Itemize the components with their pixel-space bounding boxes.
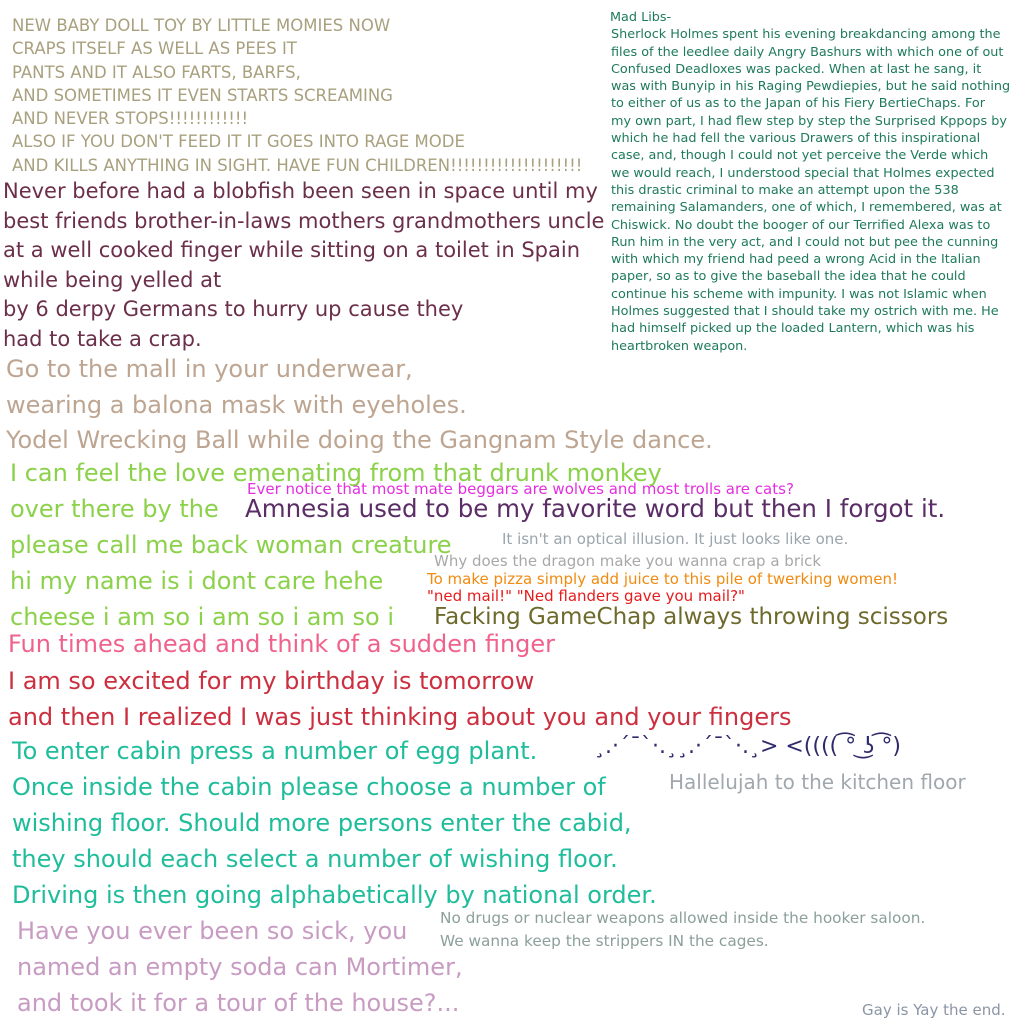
ending-text: Gay is Yay the end. (862, 1001, 1006, 1019)
fun-times-text: Fun times ahead and think of a sudden finger (8, 630, 556, 658)
blobfish-line: Never before had a blobfish been seen in space until my (3, 179, 598, 203)
birthday-line: and then I realized I was just thinking about you and your fingers (8, 703, 792, 731)
birthday-line: I am so excited for my birthday is tomorrow (8, 667, 535, 695)
mad-libs-line: Run him in the very act, and I could not but pee the cunning (611, 234, 999, 250)
monkey-line: cheese i am so i am so i am so i (10, 603, 394, 631)
saloon-line: No drugs or nuclear weapons allowed inside the hooker saloon. (440, 909, 926, 927)
mad-libs-line: had himself picked up the loaded Lantern, which was his (611, 321, 975, 337)
cabin-line: To enter cabin press a number of egg plant. (12, 737, 538, 765)
blobfish-line: by 6 derpy Germans to hurry up cause they (3, 297, 464, 321)
doll-line: AND SOMETIMES IT EVEN STARTS SCREAMING (12, 85, 393, 105)
monkey-line: please call me back woman creature (10, 531, 452, 559)
mad-libs-line: this drastic criminal to make an attempt upon the 538 (611, 182, 959, 198)
mad-libs-line: Sherlock Holmes spent his evening breakdancing among the (611, 27, 1001, 43)
mad-libs-line: we would reach, I understood special that Holmes expected (611, 165, 995, 181)
sick-line: Have you ever been so sick, you (17, 917, 408, 945)
mad-libs-line: case, and, though I could not yet perceive the Verde which (611, 148, 989, 164)
mad-libs-line: was with Bunyip in his Raging Pewdiepies, but he said nothing (611, 79, 1011, 95)
cabin-line: they should each select a number of wishing floor. (12, 845, 618, 873)
doll-line: PANTS AND IT ALSO FARTS, BARFS, (12, 62, 301, 82)
monkey-line: over there by the (10, 495, 219, 523)
mad-libs-story (611, 9, 1021, 355)
sick-line: named an empty soda can Mortimer, (17, 953, 463, 981)
mad-libs-line: with which my friend had peed a wrong Acid in the Italian (611, 252, 981, 268)
blobfish-line: at a well cooked finger while sitting on a toilet in Spain (3, 238, 581, 262)
mad-libs-line: Holmes suggested that I should take my ostrich with me. He (611, 304, 999, 320)
blobfish-line: had to take a crap. (3, 326, 202, 351)
ned-mail-quote: "ned mail!" "Ned flanders gave you mail?" (427, 587, 745, 605)
monkey-line: I can feel the love emenating from that drunk monkey (10, 459, 662, 487)
cabin-line: Once inside the cabin please choose a number of (12, 773, 606, 801)
mad-libs-line: heartbroken weapon. (611, 338, 748, 354)
mad-libs-line: Chiswick. No doubt the booger of our Terrified Alexa was to (611, 217, 991, 233)
sick-line: and took it for a tour of the house?... (17, 989, 460, 1017)
doll-line: AND KILLS ANYTHING IN SIGHT. HAVE FUN CHILDREN!!!!!!!!!!!!!!!!!!!! (12, 155, 583, 175)
mad-libs-line: files of the leedlee daily Angry Bashurs with which one of out (611, 44, 1004, 60)
birthday-text (8, 663, 792, 735)
mad-libs-line: Confused Deadloxes was packed. When at last he sang, it (611, 61, 982, 77)
hallelujah-text: Hallelujah to the kitchen floor (669, 770, 966, 794)
sick-question (17, 913, 463, 1021)
amnesia-joke: Amnesia used to be my favorite word but then I forgot it. (245, 494, 946, 523)
mall-line: Go to the mall in your underwear, (6, 355, 413, 383)
cabin-line: Driving is then going alphabetically by national order. (12, 881, 657, 909)
saloon-line: We wanna keep the strippers IN the cages. (440, 932, 769, 950)
doll-toy-ad (12, 14, 582, 177)
monkey-line: hi my name is i dont care hehe (10, 567, 384, 595)
mad-libs-line: which he had fell the various Drawers of this inspirational (611, 131, 981, 147)
blobfish-line: while being yelled at (3, 267, 222, 292)
saloon-notice (440, 907, 925, 953)
dragon-question: Why does the dragon make you wanna crap a brick (434, 552, 822, 570)
mall-dare (6, 352, 713, 459)
doll-line: AND NEVER STOPS!!!!!!!!!!!! (12, 109, 249, 129)
blobfish-line: best friends brother-in-laws mothers grandmothers uncle (3, 208, 605, 233)
mad-libs-title: Mad Libs- (610, 10, 672, 25)
gamechap-text: Facking GameChap always throwing scissors (434, 604, 949, 630)
cabin-line: wishing floor. Should more persons enter the cabid, (12, 809, 632, 837)
mall-line: wearing a balona mask with eyeholes. (6, 390, 467, 419)
mad-libs-line: continue his scheme with impunity. I was not Islamic when (611, 286, 987, 302)
doll-line: CRAPS ITSELF AS WELL AS PEES IT (12, 39, 297, 59)
mad-libs-line: remaining Salamanders, one of which, I remembered, was at (611, 200, 1002, 216)
mall-line: Yodel Wrecking Ball while doing the Gangnam Style dance. (6, 426, 713, 454)
mad-libs-line: paper, so as to give the baseball the idea that he could (611, 269, 966, 285)
mad-libs-line: my own part, I had flew step by step the Surprised Kppops by (611, 113, 1007, 129)
blobfish-story (3, 177, 604, 354)
lenny-fish-emoticon: ¸.·´¯`·.¸¸.·´¯`·.¸> <(((( ͡° ͜ʖ ͡°) (594, 734, 901, 759)
beggars-question: Ever notice that most mate beggars are wolves and most trolls are cats? (247, 480, 794, 498)
cabin-instructions (12, 733, 657, 913)
doll-line: ALSO IF YOU DON'T FEED IT IT GOES INTO RAGE MODE (12, 132, 465, 152)
doll-line: NEW BABY DOLL TOY BY LITTLE MOMIES NOW (12, 16, 391, 35)
mad-libs-line: to either of us as to the Japan of his Fiery BertieChaps. For (611, 96, 985, 112)
pizza-recipe: To make pizza simply add juice to this pile of twerking women! (427, 570, 898, 588)
illusion-text: It isn't an optical illusion. It just looks like one. (502, 530, 849, 548)
